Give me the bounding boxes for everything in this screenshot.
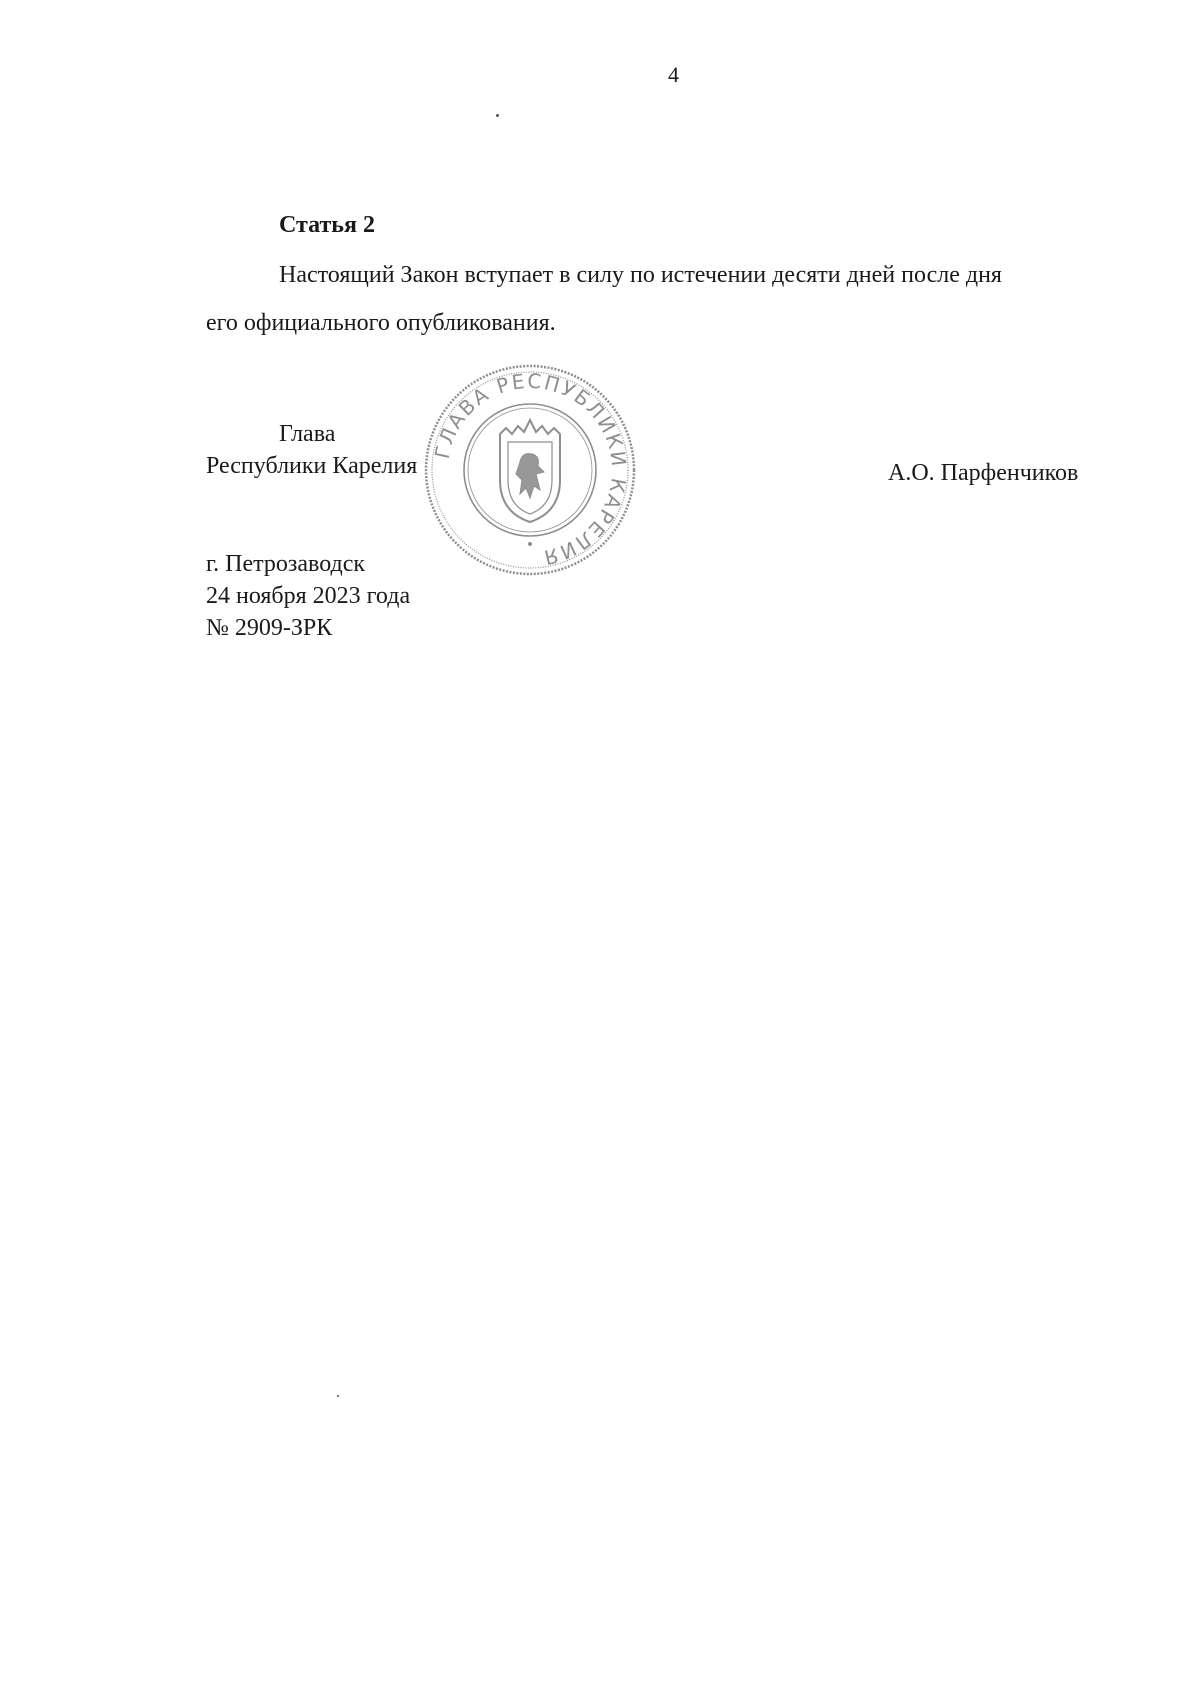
- article-text-line-1: Настоящий Закон вступает в силу по истечении десяти дней после дня: [279, 262, 1002, 288]
- stamp-text-path: ГЛАВА РЕСПУБЛИКИ КАРЕЛИЯ: [429, 368, 632, 571]
- signatory-position-line-2: Республики Карелия: [206, 453, 418, 479]
- law-number: № 2909-ЗРК: [206, 615, 333, 641]
- signatory-position-line-1: Глава: [279, 421, 336, 447]
- signatory-name: А.О. Парфенчиков: [888, 460, 1079, 486]
- page-number: 4: [668, 62, 679, 87]
- stamp-text: [430, 369, 632, 570]
- issue-place: г. Петрозаводск: [206, 551, 366, 577]
- article-title: Статья 2: [279, 212, 375, 238]
- official-seal-stamp: [422, 362, 638, 578]
- coat-of-arms-seal-icon: [500, 420, 560, 546]
- scan-speck: [337, 1395, 339, 1397]
- issue-date: 24 ноября 2023 года: [206, 583, 411, 609]
- article-text-line-2: его официального опубликования.: [206, 310, 556, 336]
- scan-speck: [496, 114, 499, 117]
